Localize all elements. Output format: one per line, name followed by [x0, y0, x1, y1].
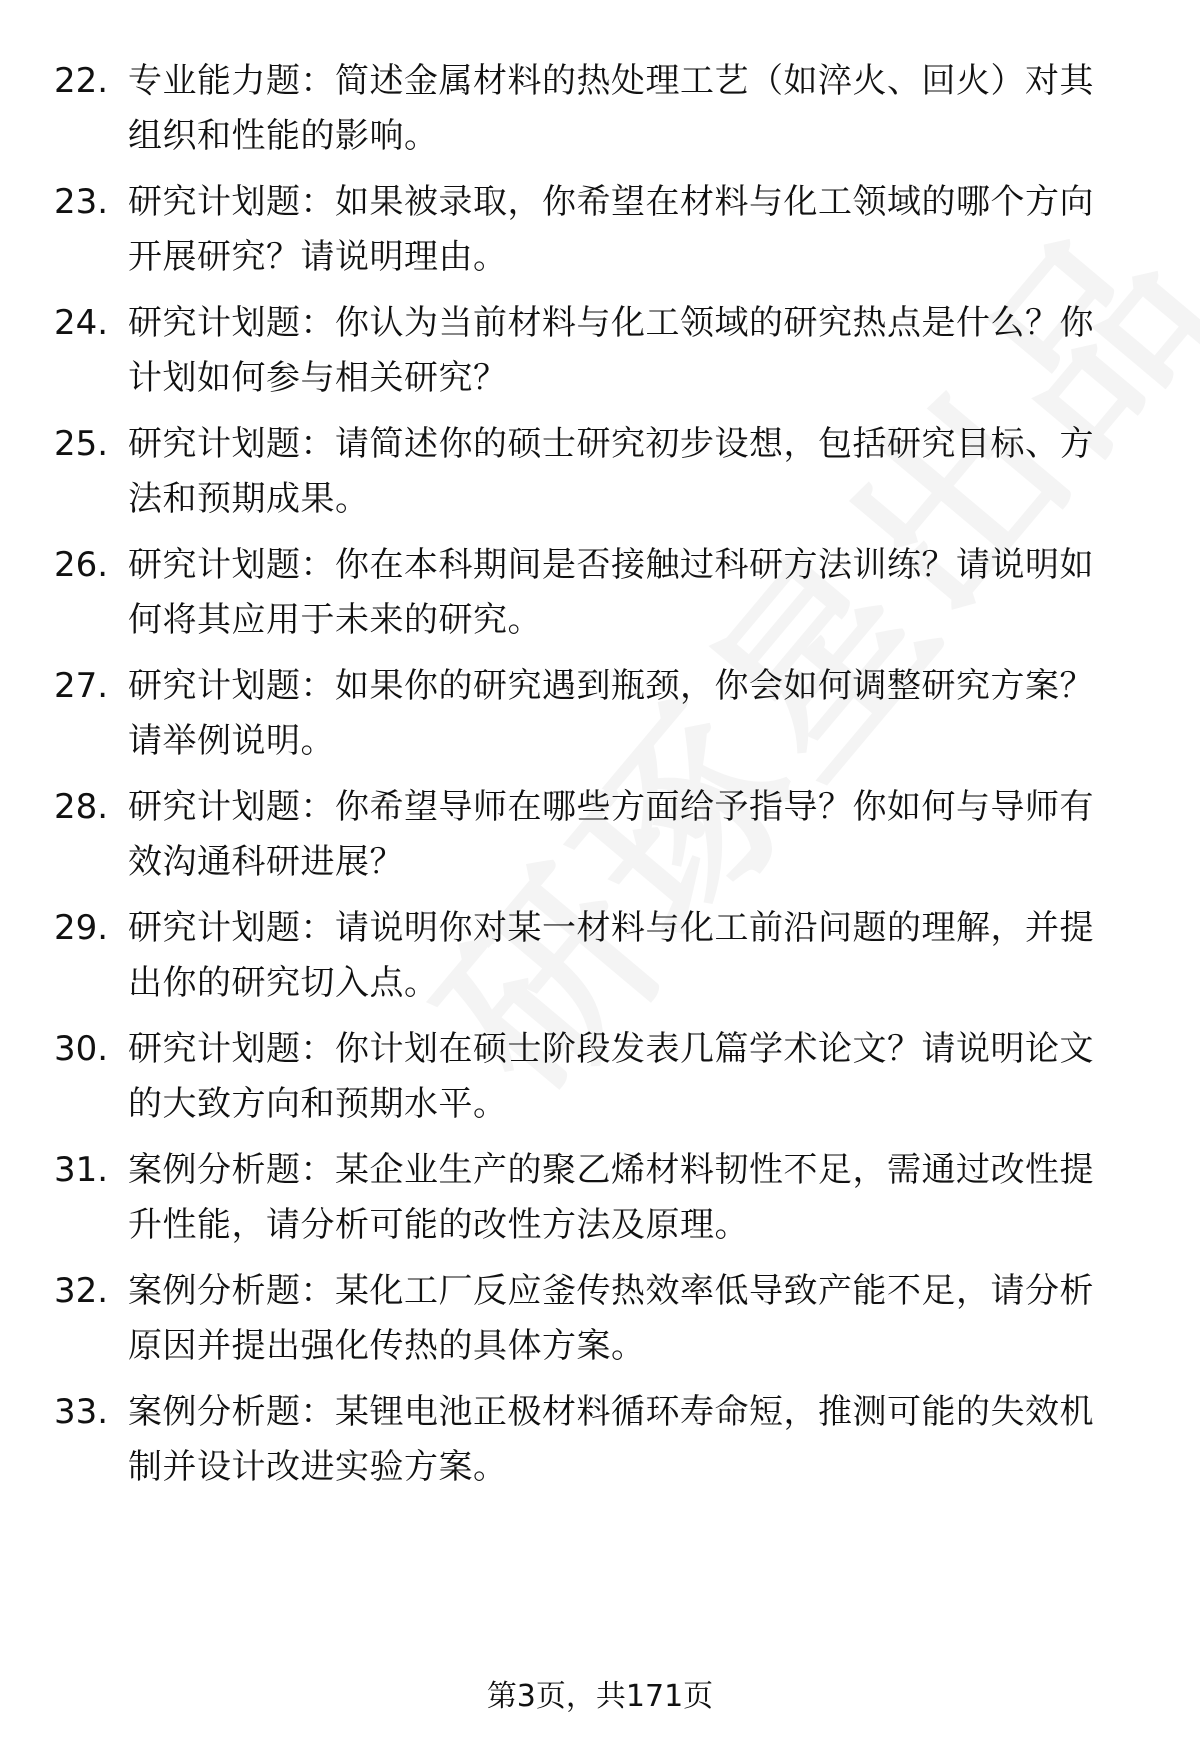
question-text-line: 制并设计改进实验方案。 — [128, 1447, 508, 1487]
question-item — [0, 417, 1200, 527]
question-item — [0, 175, 1200, 285]
question-text-line: 何将其应用于未来的研究。 — [128, 600, 542, 640]
question-number: 22. — [54, 61, 109, 101]
question-text-line: 出你的研究切入点。 — [128, 963, 439, 1003]
question-text — [128, 175, 1138, 285]
question-text-line: 研究计划题：如果被录取，你希望在材料与化工领域的哪个方向 — [128, 182, 1094, 222]
question-number: 30. — [54, 1029, 109, 1069]
question-text-line: 案例分析题：某化工厂反应釜传热效率低导致产能不足，请分析 — [128, 1271, 1094, 1311]
question-number: 31. — [54, 1150, 109, 1190]
question-number: 23. — [54, 182, 109, 222]
question-text-line: 专业能力题：简述金属材料的热处理工艺（如淬火、回火）对其 — [128, 61, 1094, 101]
question-item — [0, 780, 1200, 890]
question-number: 24. — [54, 303, 109, 343]
question-text — [128, 1143, 1138, 1253]
question-text — [128, 1385, 1138, 1495]
question-text-line: 效沟通科研进展？ — [128, 842, 404, 882]
question-text-line: 法和预期成果。 — [128, 479, 370, 519]
question-text — [128, 901, 1138, 1011]
question-text — [128, 296, 1138, 406]
question-text-line: 的大致方向和预期水平。 — [128, 1084, 508, 1124]
question-text-line: 请举例说明。 — [128, 721, 335, 761]
question-text-line: 研究计划题：你认为当前材料与化工领域的研究热点是什么？你 — [128, 303, 1094, 343]
question-text — [128, 1264, 1138, 1374]
question-number: 33. — [54, 1392, 109, 1432]
question-text — [128, 417, 1138, 527]
question-text-line: 研究计划题：你在本科期间是否接触过科研方法训练？请说明如 — [128, 545, 1094, 585]
question-item — [0, 901, 1200, 1011]
question-text-line: 升性能，请分析可能的改性方法及原理。 — [128, 1205, 749, 1245]
question-item — [0, 1143, 1200, 1253]
question-text-line: 研究计划题：如果你的研究遇到瓶颈，你会如何调整研究方案？ — [128, 666, 1094, 706]
question-text — [128, 780, 1138, 890]
question-item — [0, 1385, 1200, 1495]
question-text-line: 组织和性能的影响。 — [128, 116, 439, 156]
question-text — [128, 54, 1138, 164]
question-item — [0, 1022, 1200, 1132]
question-number: 28. — [54, 787, 109, 827]
question-item — [0, 659, 1200, 769]
question-number: 27. — [54, 666, 109, 706]
question-number: 25. — [54, 424, 109, 464]
question-number: 29. — [54, 908, 109, 948]
page-footer: 第3页，共171页 — [486, 1679, 714, 1714]
question-text — [128, 1022, 1138, 1132]
question-text-line: 案例分析题：某企业生产的聚乙烯材料韧性不足，需通过改性提 — [128, 1150, 1094, 1190]
question-item — [0, 538, 1200, 648]
question-text-line: 开展研究？请说明理由。 — [128, 237, 508, 277]
question-text-line: 原因并提出强化传热的具体方案。 — [128, 1326, 646, 1366]
question-text-line: 研究计划题：你希望导师在哪些方面给予指导？你如何与导师有 — [128, 787, 1094, 827]
question-text — [128, 659, 1138, 769]
question-number: 32. — [54, 1271, 109, 1311]
question-text-line: 计划如何参与相关研究？ — [128, 358, 508, 398]
question-number: 26. — [54, 545, 109, 585]
question-text-line: 研究计划题：你计划在硕士阶段发表几篇学术论文？请说明论文 — [128, 1029, 1094, 1069]
question-item — [0, 296, 1200, 406]
question-text-line: 案例分析题：某锂电池正极材料循环寿命短，推测可能的失效机 — [128, 1392, 1094, 1432]
question-text-line: 研究计划题：请说明你对某一材料与化工前沿问题的理解，并提 — [128, 908, 1094, 948]
question-item — [0, 1264, 1200, 1374]
question-text-line: 研究计划题：请简述你的硕士研究初步设想，包括研究目标、方 — [128, 424, 1094, 464]
question-item — [0, 54, 1200, 164]
question-text — [128, 538, 1138, 648]
